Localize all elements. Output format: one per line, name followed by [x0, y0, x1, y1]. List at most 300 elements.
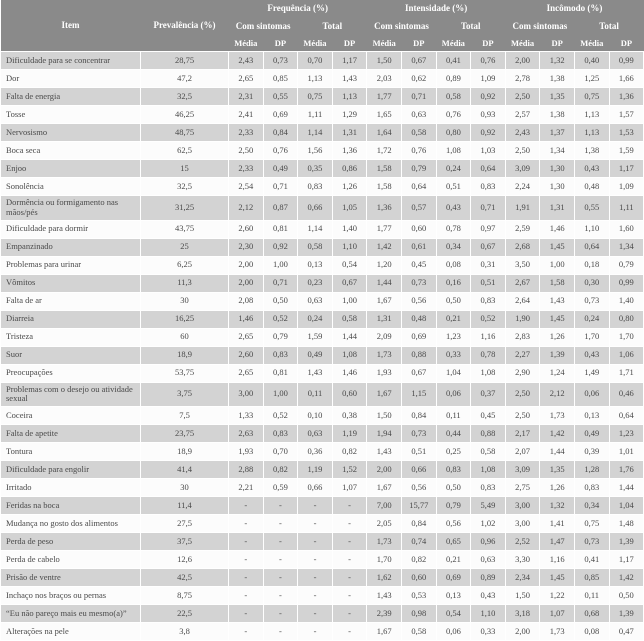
item-cell: Tontura — [1, 443, 141, 461]
value-cell: 32,5 — [141, 88, 229, 106]
value-cell: 0,50 — [263, 292, 298, 310]
value-cell: 18,9 — [141, 346, 229, 364]
value-cell: 0,83 — [471, 178, 506, 196]
value-cell: 2,83 — [505, 328, 540, 346]
value-cell: 0,46 — [609, 382, 644, 407]
value-cell: - — [229, 551, 264, 569]
value-cell: - — [332, 623, 367, 641]
value-cell: 0,76 — [436, 106, 471, 124]
table-row — [1, 407, 644, 425]
value-cell: 0,50 — [436, 292, 471, 310]
value-cell: 1,39 — [609, 533, 644, 551]
value-cell: 1,62 — [367, 569, 402, 587]
value-cell: 2,30 — [229, 238, 264, 256]
value-cell: 1,47 — [540, 533, 575, 551]
table-row — [1, 479, 644, 497]
value-cell: 1,50 — [505, 587, 540, 605]
item-cell: Dificuldade para dormir — [1, 220, 141, 238]
value-cell: 1,70 — [367, 551, 402, 569]
value-cell: 1,93 — [229, 443, 264, 461]
value-cell: 1,67 — [367, 479, 402, 497]
table-row — [1, 142, 644, 160]
value-cell: 0,06 — [436, 382, 471, 407]
value-cell: 0,21 — [436, 551, 471, 569]
value-cell: 0,83 — [298, 178, 333, 196]
value-cell: 1,29 — [332, 106, 367, 124]
value-cell: 1,44 — [332, 328, 367, 346]
value-cell: 1,65 — [367, 106, 402, 124]
value-cell: 0,33 — [471, 623, 506, 641]
value-cell: 1,60 — [609, 220, 644, 238]
value-cell: 1,40 — [332, 220, 367, 238]
value-cell: 0,73 — [574, 292, 609, 310]
table-row — [1, 310, 644, 328]
value-cell: 0,93 — [471, 106, 506, 124]
subheader-dp: DP — [332, 36, 367, 52]
item-cell: Empanzinado — [1, 238, 141, 256]
value-cell: 1,66 — [609, 70, 644, 88]
value-cell: 0,76 — [263, 142, 298, 160]
value-cell: 1,94 — [367, 425, 402, 443]
value-cell: 1,73 — [367, 533, 402, 551]
value-cell: 0,49 — [298, 346, 333, 364]
value-cell: 1,00 — [332, 292, 367, 310]
value-cell: 1,58 — [367, 178, 402, 196]
value-cell: 1,28 — [574, 461, 609, 479]
value-cell: 1,04 — [609, 497, 644, 515]
value-cell: 0,36 — [298, 443, 333, 461]
value-cell: 0,38 — [332, 407, 367, 425]
value-cell: 1,38 — [574, 142, 609, 160]
value-cell: 1,17 — [609, 551, 644, 569]
value-cell: 28,75 — [141, 52, 229, 70]
value-cell: 3,18 — [505, 605, 540, 623]
value-cell: 0,31 — [471, 256, 506, 274]
value-cell: 15,77 — [401, 497, 436, 515]
value-cell: 1,30 — [540, 178, 575, 196]
value-cell: 1,13 — [298, 70, 333, 88]
subheader-media: Média — [436, 36, 471, 52]
value-cell: 2,57 — [505, 106, 540, 124]
value-cell: 0,35 — [298, 160, 333, 178]
table-row — [1, 106, 644, 124]
value-cell: 1,43 — [367, 443, 402, 461]
table-row — [1, 274, 644, 292]
value-cell: 1,53 — [609, 124, 644, 142]
table-row — [1, 196, 644, 221]
value-cell: 1,45 — [540, 569, 575, 587]
value-cell: 0,56 — [401, 292, 436, 310]
value-cell: 3,8 — [141, 623, 229, 641]
table-row — [1, 52, 644, 70]
value-cell: 1,19 — [298, 461, 333, 479]
value-cell: 0,97 — [471, 220, 506, 238]
value-cell: 46,25 — [141, 106, 229, 124]
value-cell: 0,75 — [298, 88, 333, 106]
subheader-media: Média — [574, 36, 609, 52]
value-cell: 0,67 — [332, 274, 367, 292]
value-cell: 0,52 — [263, 310, 298, 328]
value-cell: 1,46 — [332, 364, 367, 382]
value-cell: 0,48 — [401, 310, 436, 328]
value-cell: 1,26 — [332, 178, 367, 196]
value-cell: 60 — [141, 328, 229, 346]
value-cell: - — [263, 605, 298, 623]
value-cell: - — [263, 551, 298, 569]
value-cell: 2,31 — [229, 88, 264, 106]
value-cell: 1,70 — [574, 328, 609, 346]
value-cell: 0,51 — [436, 178, 471, 196]
value-cell: 2,65 — [229, 328, 264, 346]
value-cell: 22,5 — [141, 605, 229, 623]
item-cell: Tosse — [1, 106, 141, 124]
value-cell: - — [229, 569, 264, 587]
value-cell: 0,71 — [401, 88, 436, 106]
value-cell: 0,86 — [332, 160, 367, 178]
value-cell: 1,26 — [540, 479, 575, 497]
value-cell: 0,49 — [574, 425, 609, 443]
value-cell: - — [229, 623, 264, 641]
value-cell: 1,06 — [609, 346, 644, 364]
value-cell: 1,13 — [574, 106, 609, 124]
value-cell: 1,09 — [609, 178, 644, 196]
value-cell: - — [298, 587, 333, 605]
item-cell: Tristeza — [1, 328, 141, 346]
value-cell: 1,03 — [471, 142, 506, 160]
value-cell: 2,63 — [229, 425, 264, 443]
subheader-freq-com-sintomas: Com sintomas — [229, 18, 298, 36]
value-cell: 0,58 — [401, 623, 436, 641]
value-cell: 1,10 — [471, 605, 506, 623]
value-cell: 0,76 — [401, 142, 436, 160]
value-cell: 2,09 — [367, 328, 402, 346]
value-cell: 1,49 — [574, 364, 609, 382]
value-cell: 3,09 — [505, 160, 540, 178]
value-cell: 0,83 — [471, 292, 506, 310]
column-header-prevalence: Prevalência (%) — [141, 0, 229, 52]
value-cell: 0,69 — [436, 569, 471, 587]
value-cell: 0,63 — [471, 551, 506, 569]
value-cell: 2,68 — [505, 238, 540, 256]
item-cell: Falta de apetite — [1, 425, 141, 443]
value-cell: 1,08 — [471, 364, 506, 382]
subheader-int-total: Total — [436, 18, 505, 36]
value-cell: 30 — [141, 479, 229, 497]
value-cell: 0,49 — [263, 160, 298, 178]
value-cell: 0,79 — [401, 160, 436, 178]
value-cell: 1,46 — [540, 220, 575, 238]
value-cell: 41,4 — [141, 461, 229, 479]
item-cell: Dificuldade para engolir — [1, 461, 141, 479]
subheader-dp: DP — [471, 36, 506, 52]
item-cell: Problemas com o desejo ou atividade sexual — [1, 382, 141, 407]
item-cell: Nervosismo — [1, 124, 141, 142]
value-cell: 0,83 — [436, 461, 471, 479]
value-cell: 0,73 — [401, 274, 436, 292]
value-cell: 1,23 — [609, 425, 644, 443]
value-cell: 62,5 — [141, 142, 229, 160]
value-cell: 0,89 — [436, 70, 471, 88]
value-cell: - — [298, 551, 333, 569]
value-cell: 1,16 — [540, 551, 575, 569]
value-cell: - — [332, 551, 367, 569]
value-cell: 2,64 — [505, 292, 540, 310]
value-cell: 0,43 — [471, 587, 506, 605]
value-cell: - — [229, 587, 264, 605]
value-cell: 0,80 — [436, 124, 471, 142]
value-cell: 0,71 — [471, 196, 506, 221]
item-cell: Falta de energia — [1, 88, 141, 106]
value-cell: 2,50 — [505, 88, 540, 106]
value-cell: 0,88 — [401, 346, 436, 364]
value-cell: 0,13 — [574, 407, 609, 425]
value-cell: 2,60 — [229, 220, 264, 238]
subheader-media: Média — [367, 36, 402, 52]
value-cell: - — [332, 497, 367, 515]
item-cell: Dormência ou formigamento nas mãos/pés — [1, 196, 141, 221]
value-cell: 1,50 — [367, 52, 402, 70]
value-cell: 0,50 — [609, 587, 644, 605]
value-cell: 42,5 — [141, 569, 229, 587]
value-cell: 0,52 — [471, 310, 506, 328]
value-cell: 0,66 — [298, 479, 333, 497]
value-cell: 0,45 — [401, 256, 436, 274]
value-cell: 0,58 — [471, 443, 506, 461]
value-cell: 2,50 — [505, 142, 540, 160]
value-cell: 0,79 — [263, 328, 298, 346]
value-cell: 2,21 — [229, 479, 264, 497]
item-cell: “Eu não pareço mais eu mesmo(a)” — [1, 605, 141, 623]
table-row — [1, 443, 644, 461]
item-cell: Suor — [1, 346, 141, 364]
value-cell: 0,58 — [401, 124, 436, 142]
value-cell: 3,50 — [505, 256, 540, 274]
value-cell: 1,43 — [367, 587, 402, 605]
value-cell: 1,36 — [609, 88, 644, 106]
table-body — [1, 52, 644, 641]
value-cell: 2,88 — [229, 461, 264, 479]
value-cell: 27,5 — [141, 515, 229, 533]
item-cell: Boca seca — [1, 142, 141, 160]
value-cell: 1,44 — [609, 479, 644, 497]
value-cell: 0,63 — [298, 425, 333, 443]
value-cell: 3,00 — [505, 497, 540, 515]
value-cell: 3,00 — [505, 515, 540, 533]
value-cell: 1,35 — [540, 461, 575, 479]
value-cell: 0,55 — [574, 196, 609, 221]
value-cell: 0,11 — [574, 587, 609, 605]
group-header-incomodo: Incômodo (%) — [505, 0, 643, 18]
value-cell: 2,90 — [505, 364, 540, 382]
value-cell: 1,31 — [540, 196, 575, 221]
value-cell: 0,37 — [471, 382, 506, 407]
value-cell: 8,75 — [141, 587, 229, 605]
value-cell: 0,51 — [471, 274, 506, 292]
value-cell: - — [332, 515, 367, 533]
item-cell: Perda de cabelo — [1, 551, 141, 569]
value-cell: - — [229, 605, 264, 623]
value-cell: 0,64 — [401, 178, 436, 196]
subheader-dp: DP — [540, 36, 575, 52]
value-cell: - — [298, 623, 333, 641]
value-cell: - — [298, 569, 333, 587]
value-cell: 0,69 — [401, 328, 436, 346]
value-cell: 0,73 — [574, 533, 609, 551]
value-cell: 5,49 — [471, 497, 506, 515]
value-cell: - — [332, 533, 367, 551]
value-cell: 7,00 — [367, 497, 402, 515]
value-cell: 2,52 — [505, 533, 540, 551]
value-cell: 1,59 — [609, 142, 644, 160]
value-cell: 1,31 — [332, 124, 367, 142]
table-row — [1, 238, 644, 256]
value-cell: 1,25 — [574, 70, 609, 88]
value-cell: 1,59 — [298, 328, 333, 346]
value-cell: 1,26 — [540, 328, 575, 346]
value-cell: 6,25 — [141, 256, 229, 274]
item-cell: Sonolência — [1, 178, 141, 196]
value-cell: 0,79 — [436, 497, 471, 515]
value-cell: 0,70 — [298, 52, 333, 70]
value-cell: 1,00 — [263, 256, 298, 274]
item-cell: Irritado — [1, 479, 141, 497]
value-cell: 1,11 — [298, 106, 333, 124]
value-cell: 2,43 — [229, 52, 264, 70]
value-cell: 1,48 — [609, 515, 644, 533]
value-cell: 0,48 — [574, 178, 609, 196]
value-cell: 2,60 — [229, 346, 264, 364]
value-cell: 1,43 — [540, 292, 575, 310]
table-row — [1, 328, 644, 346]
value-cell: 16,25 — [141, 310, 229, 328]
table-row — [1, 569, 644, 587]
item-cell: Inchaço nos braços ou pernas — [1, 587, 141, 605]
table-row — [1, 70, 644, 88]
value-cell: 1,71 — [609, 364, 644, 382]
value-cell: 0,57 — [401, 196, 436, 221]
value-cell: 2,12 — [540, 382, 575, 407]
value-cell: 0,30 — [574, 274, 609, 292]
value-cell: 0,61 — [401, 238, 436, 256]
value-cell: 0,62 — [401, 70, 436, 88]
value-cell: 1,37 — [540, 124, 575, 142]
value-cell: 3,75 — [141, 382, 229, 407]
value-cell: 0,76 — [471, 52, 506, 70]
value-cell: 0,41 — [436, 52, 471, 70]
value-cell: 3,00 — [229, 382, 264, 407]
value-cell: 1,42 — [609, 569, 644, 587]
value-cell: 2,33 — [229, 160, 264, 178]
table-row — [1, 160, 644, 178]
subheader-inc-total: Total — [574, 18, 643, 36]
value-cell: 2,43 — [505, 124, 540, 142]
value-cell: 1,52 — [332, 461, 367, 479]
value-cell: 0,39 — [574, 443, 609, 461]
value-cell: 1,73 — [540, 623, 575, 641]
value-cell: 1,00 — [263, 382, 298, 407]
value-cell: - — [263, 515, 298, 533]
value-cell: 2,50 — [229, 142, 264, 160]
item-cell: Problemas para urinar — [1, 256, 141, 274]
value-cell: 2,00 — [505, 623, 540, 641]
value-cell: 0,85 — [574, 569, 609, 587]
value-cell: 1,39 — [540, 346, 575, 364]
value-cell: 1,64 — [367, 124, 402, 142]
value-cell: 0,75 — [574, 88, 609, 106]
value-cell: 43,75 — [141, 220, 229, 238]
value-cell: 1,13 — [574, 124, 609, 142]
value-cell: 0,66 — [401, 461, 436, 479]
value-cell: 2,00 — [229, 256, 264, 274]
value-cell: 0,60 — [332, 382, 367, 407]
value-cell: 2,65 — [229, 364, 264, 382]
value-cell: 1,33 — [229, 407, 264, 425]
value-cell: 2,08 — [229, 292, 264, 310]
value-cell: 2,65 — [229, 70, 264, 88]
value-cell: 3,09 — [505, 461, 540, 479]
value-cell: 2,50 — [505, 407, 540, 425]
value-cell: 2,00 — [229, 274, 264, 292]
value-cell: 2,67 — [505, 274, 540, 292]
value-cell: 0,99 — [609, 52, 644, 70]
value-cell: 1,56 — [298, 142, 333, 160]
value-cell: 2,50 — [505, 382, 540, 407]
value-cell: 0,84 — [401, 515, 436, 533]
value-cell: 47,2 — [141, 70, 229, 88]
value-cell: 0,66 — [298, 196, 333, 221]
value-cell: 1,14 — [298, 124, 333, 142]
table-row — [1, 292, 644, 310]
value-cell: 0,34 — [574, 497, 609, 515]
item-cell: Falta de ar — [1, 292, 141, 310]
value-cell: 0,99 — [609, 274, 644, 292]
table-row — [1, 515, 644, 533]
group-header-intensidade: Intensidade (%) — [367, 0, 505, 18]
value-cell: 2,05 — [367, 515, 402, 533]
value-cell: - — [298, 497, 333, 515]
value-cell: 2,12 — [229, 196, 264, 221]
value-cell: 1,13 — [332, 88, 367, 106]
value-cell: 0,10 — [298, 407, 333, 425]
value-cell: 0,44 — [436, 425, 471, 443]
value-cell: 0,88 — [471, 425, 506, 443]
subheader-media: Média — [229, 36, 264, 52]
value-cell: 1,73 — [367, 346, 402, 364]
value-cell: 0,71 — [263, 274, 298, 292]
value-cell: 1,40 — [609, 292, 644, 310]
value-cell: 2,27 — [505, 346, 540, 364]
value-cell: 0,68 — [574, 605, 609, 623]
subheader-media: Média — [505, 36, 540, 52]
value-cell: 1,44 — [540, 443, 575, 461]
value-cell: 2,54 — [229, 178, 264, 196]
value-cell: 0,24 — [574, 310, 609, 328]
value-cell: 0,33 — [436, 346, 471, 364]
item-cell: Enjoo — [1, 160, 141, 178]
value-cell: 0,81 — [263, 364, 298, 382]
value-cell: 12,6 — [141, 551, 229, 569]
value-cell: 3,30 — [505, 551, 540, 569]
value-cell: - — [229, 533, 264, 551]
table-row — [1, 382, 644, 407]
value-cell: 1,10 — [332, 238, 367, 256]
table-row — [1, 256, 644, 274]
value-cell: 2,34 — [505, 569, 540, 587]
value-cell: 1,58 — [540, 274, 575, 292]
value-cell: 1,01 — [609, 443, 644, 461]
value-cell: 1,09 — [471, 70, 506, 88]
value-cell: 1,20 — [367, 256, 402, 274]
